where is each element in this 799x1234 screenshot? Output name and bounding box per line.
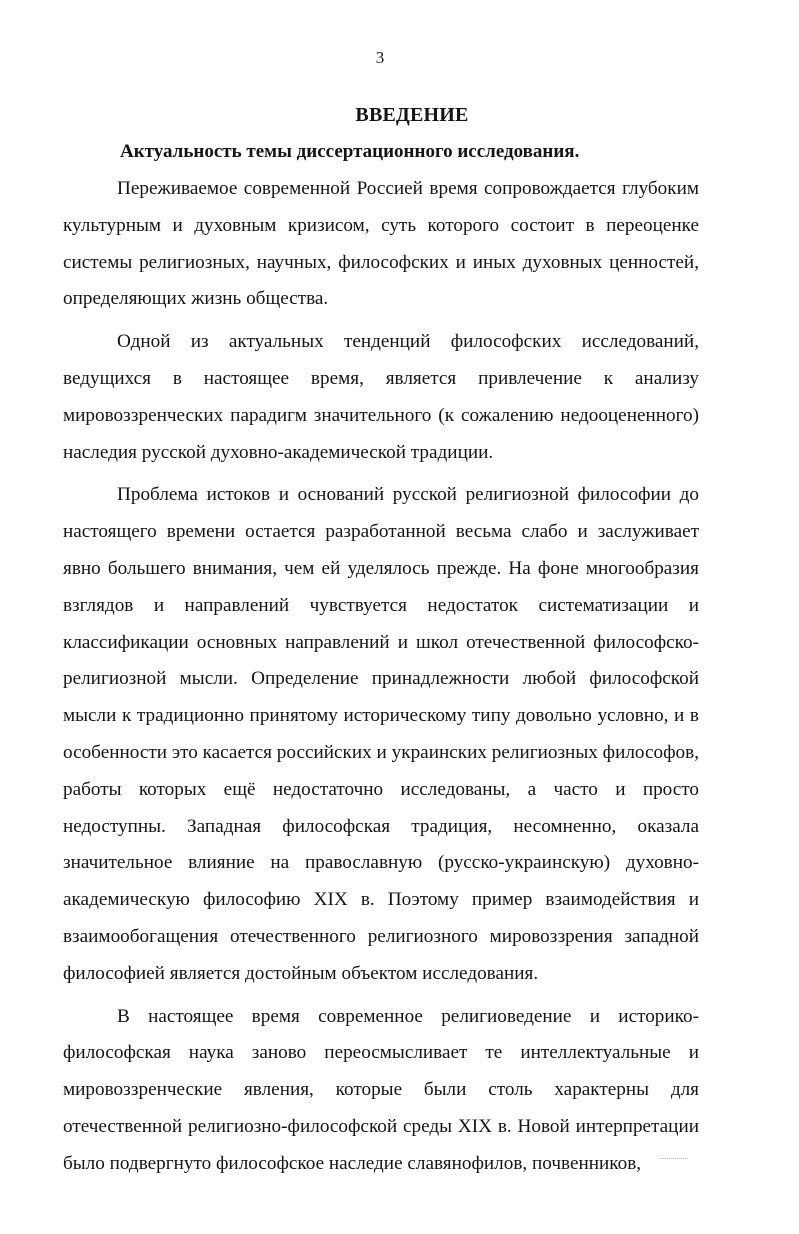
- subsection-heading: Актуальность темы диссертационного исследования.: [120, 141, 580, 162]
- paragraph-4: В настоящее время современное религиоведение и историко-философская наука заново переосмысливает те интеллектуальные и мировоззренческие явления, которые были столь характерны для отечественной религиозно-философской среды XIX в. Новой интерпретации было подвергнуто философское наследие славянофилов, почвенников,: [63, 1005, 699, 1174]
- paragraph-2: Одной из актуальных тенденций философских исследований, ведущихся в настоящее время, является привлечение к анализу мировоззренческих парадигм значительного (к сожалению недооцененного) наследия русской духовно-академической традиции.: [63, 331, 699, 463]
- section-heading: ВВЕДЕНИЕ: [355, 104, 469, 126]
- scan-artifact: [660, 1158, 688, 1161]
- paragraph-3: Проблема истоков и оснований русской религиозной философии до настоящего времени остается разработанной весьма слабо и заслуживает явно большего внимания, чем ей уделялось прежде. На фоне многообразия взглядов и направлений чувствуется недостаток систематизации и классификации основных направлений и школ отечественной философско-религиозной мысли. Определение принадлежности любой философской мысли к традиционно принятому историческому типу довольно условно, и в особенности это касается российских и украинских религиозных философов, работы которых ещё недостаточно исследованы, а часто и просто недоступны. Западная философская традиция, несомненно, оказала значительное влияние на православную (русско-украинскую) духовно-академическую философию XIX в. Поэтому пример взаимодействия и взаимообогащения отечественного религиозного мировоззрения западной философией является достойным объектом исследования.: [63, 484, 699, 984]
- paragraph-1: Переживаемое современной Россией время сопровождается глубоким культурным и духовным кризисом, суть которого состоит в переоценке системы религиозных, научных, философских и иных духовных ценностей, определяющих жизнь общества.: [63, 178, 699, 310]
- page-number: 3: [375, 48, 385, 67]
- body-text: [63, 171, 699, 1183]
